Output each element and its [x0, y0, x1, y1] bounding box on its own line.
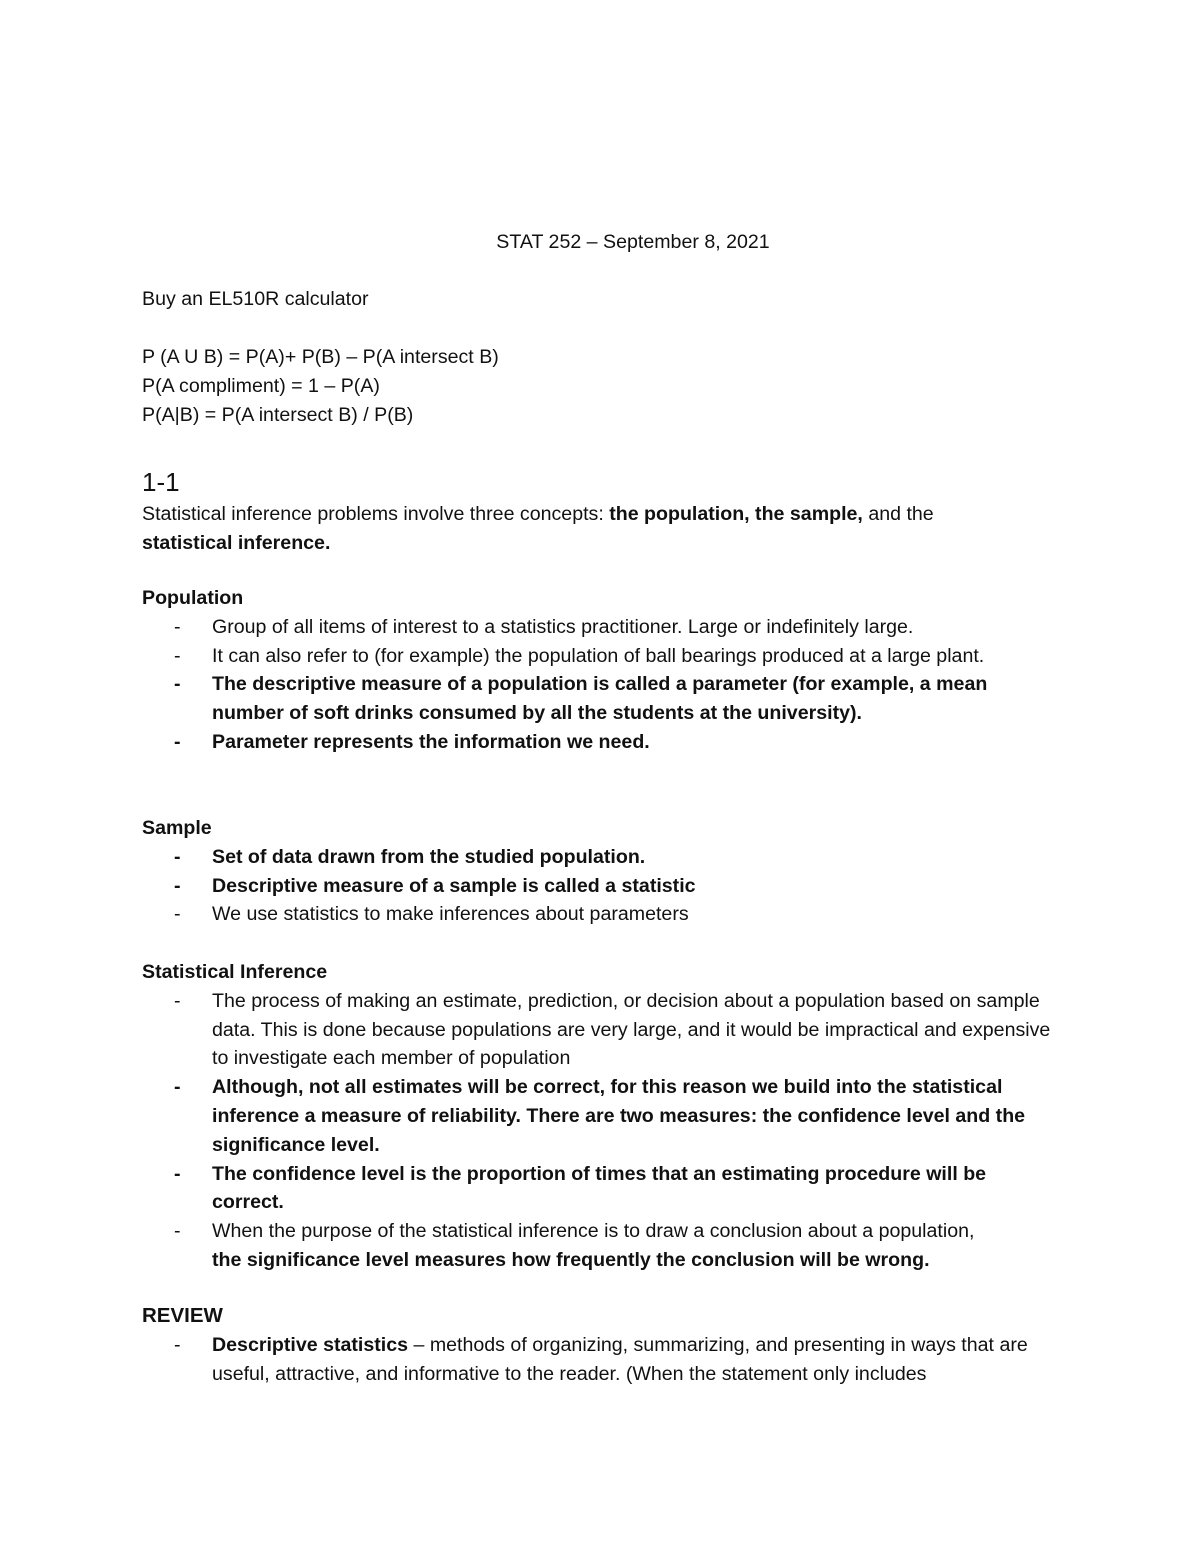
- inference-section: [142, 958, 1072, 1275]
- sample-list: [142, 843, 1072, 929]
- intro-text-b: the population, the sample,: [609, 503, 863, 525]
- sample-heading: Sample: [142, 817, 212, 839]
- list-item-text: Descriptive measure of a sample is called a statistic: [212, 874, 696, 897]
- page-title: STAT 252 – September 8, 2021: [496, 231, 770, 253]
- review-term: Descriptive statistics: [212, 1333, 409, 1356]
- review-list: [142, 1331, 1072, 1389]
- list-item: [142, 1160, 1032, 1218]
- list-item: - Group of all items of interest to a statistics practitioner. Large or indefinitely large.: [142, 613, 1042, 642]
- list-item: - It can also refer to (for example) the population of ball bearings produced at a large plant.: [142, 642, 1012, 671]
- population-list: [142, 613, 1042, 757]
- list-item-text: The confidence level is the proportion of times that an estimating procedure will be correct.: [212, 1162, 987, 1214]
- population-section: [142, 584, 1072, 757]
- intro-text-d: statistical inference.: [142, 531, 331, 554]
- section-heading: 1-1: [142, 467, 180, 497]
- formula-line: P (A U B) = P(A)+ P(B) – P(A intersect B): [142, 346, 499, 368]
- list-item-text: The descriptive measure of a population is called a parameter (for example, a mean number of soft drinks consumed by all the students at the university).: [212, 673, 988, 725]
- review-section: [142, 1302, 1072, 1388]
- list-item: [142, 1073, 1052, 1159]
- review-heading: REVIEW: [142, 1304, 223, 1327]
- intro-text-c: and the: [862, 503, 934, 525]
- list-item: [142, 1331, 1062, 1389]
- list-item: - The process of making an estimate, prediction, or decision about a population based on sample data. This is done because populations are very large, and it would be impractical and expensive to investigate each member of population: [142, 987, 1052, 1073]
- sample-section: [142, 814, 1072, 929]
- list-item-text: When the purpose of the statistical inference is to draw a conclusion about a population,: [212, 1220, 975, 1243]
- list-item: [142, 728, 1042, 757]
- formula-line: P(A compliment) = 1 – P(A): [142, 374, 380, 397]
- formula-block: [142, 343, 1072, 429]
- intro-paragraph: [142, 500, 1042, 558]
- formula-line: P(A|B) = P(A intersect B) / P(B): [142, 403, 414, 426]
- list-item: [142, 872, 1072, 901]
- list-item-text: the significance level measures how frequently the conclusion will be wrong.: [212, 1248, 930, 1271]
- list-item: - We use statistics to make inferences about parameters: [142, 900, 1072, 929]
- list-item-text: Although, not all estimates will be correct, for this reason we build into the statistical inference a measure of reliability. There are two measures: the confidence level and the significance level.: [212, 1076, 1026, 1156]
- list-item-text: Parameter represents the information we need.: [212, 730, 650, 753]
- population-heading: Population: [142, 587, 244, 609]
- intro-text-a: Statistical inference problems involve three concepts:: [142, 503, 610, 525]
- list-item-text: Set of data drawn from the studied population.: [212, 845, 646, 868]
- note-line: Buy an EL510R calculator: [142, 288, 369, 310]
- list-item: [142, 1217, 1062, 1275]
- list-item: [142, 843, 1072, 872]
- inference-heading: Statistical Inference: [142, 961, 328, 983]
- review-text: – methods of organizing, summarizing, and presenting in ways that are useful, attractive, and informative to the reader. (When the statement only includes: [212, 1333, 1028, 1385]
- list-item: [142, 670, 1042, 728]
- inference-list: [142, 987, 1062, 1275]
